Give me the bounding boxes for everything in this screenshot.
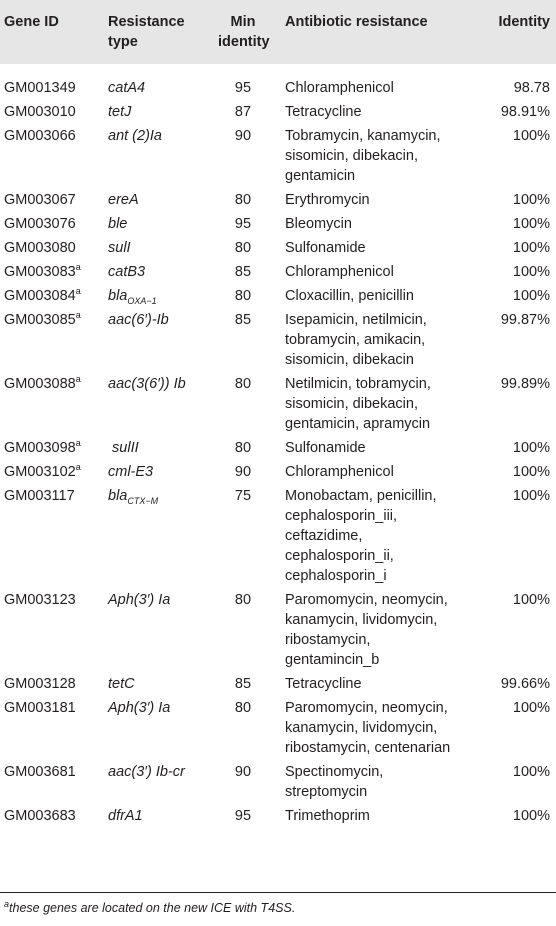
antibiotic-resistance-cell [285, 462, 485, 482]
min-identity-cell: 90 [234, 464, 252, 480]
resistance-type-text: bla [108, 488, 128, 504]
antibiotic-resistance-cell [285, 486, 485, 586]
antibiotic-line: Chloramphenicol [285, 80, 394, 96]
antibiotic-resistance-cell [285, 698, 485, 758]
resistance-type-cell [108, 590, 170, 610]
min-identity-cell: 80 [234, 288, 252, 304]
resistance-type-cell [108, 698, 170, 718]
identity-cell: 100% [512, 288, 550, 304]
resistance-type-text: ble [108, 216, 128, 232]
gene-id-cell [4, 310, 81, 330]
gene-id-cell [4, 590, 76, 610]
identity-cell: 100% [512, 464, 550, 480]
resistance-type-text: tetC [108, 676, 135, 692]
identity-cell: 99.66% [500, 676, 550, 692]
footnote-text: these genes are located on the new ICE with T4SS. [9, 901, 296, 915]
antibiotic-line: Monobactam, penicillin, [285, 488, 437, 504]
resistance-type-cell [108, 262, 145, 282]
footnote-marker: a [75, 286, 81, 297]
resistance-type-cell [108, 806, 143, 826]
antibiotic-resistance-cell [285, 214, 485, 234]
identity-cell: 100% [512, 128, 550, 144]
resistance-type-text: ereA [108, 192, 139, 208]
identity-cell: 98.91% [500, 104, 550, 120]
antibiotic-line: gentamicin, apramycin [285, 416, 431, 432]
gene-id-text: GM003128 [4, 676, 76, 692]
resistance-type-text: catB3 [108, 264, 146, 280]
gene-id-text: GM003067 [4, 192, 76, 208]
resistance-type-text: ant (2)Ia [108, 128, 162, 144]
antibiotic-line: Erythromycin [285, 192, 370, 208]
resistance-type-text: aac(3′) Ib-cr [108, 764, 185, 780]
resistance-type-cell [108, 762, 185, 782]
antibiotic-resistance-cell [285, 78, 485, 98]
header-resistance-type [108, 12, 185, 52]
gene-id-text: GM001349 [4, 80, 76, 96]
gene-id-text: GM003076 [4, 216, 76, 232]
antibiotic-line: Isepamicin, netilmicin, [285, 312, 427, 328]
antibiotic-line: Tobramycin, kanamycin, [285, 128, 441, 144]
antibiotic-line: gentamincin_b [285, 652, 380, 668]
min-identity-cell: 80 [234, 192, 252, 208]
footnote-marker: a [75, 262, 81, 273]
table-header [0, 0, 556, 64]
resistance-type-text: Aph(3′) Ia [108, 700, 171, 716]
antibiotic-line: sisomicin, dibekacin [285, 352, 414, 368]
identity-cell: 100% [512, 700, 550, 716]
header-min-identity-line1: Min [230, 14, 256, 30]
antibiotic-line: Tetracycline [285, 104, 362, 120]
antibiotic-line: ceftazidime, [285, 528, 363, 544]
gene-id-text: GM003181 [4, 700, 76, 716]
antibiotic-resistance-cell [285, 262, 485, 282]
identity-cell: 100% [512, 592, 550, 608]
gene-id-cell [4, 806, 76, 826]
identity-cell: 100% [512, 192, 550, 208]
footnote-marker: a [75, 438, 81, 449]
header-min-identity-line2: identity [218, 34, 270, 50]
identity-cell: 100% [512, 764, 550, 780]
resistance-type-cell [108, 310, 169, 330]
gene-id-cell [4, 762, 76, 782]
header-identity: Identity [498, 14, 550, 30]
resistance-type-cell [108, 674, 135, 694]
resistance-type-cell [108, 238, 131, 258]
gene-id-text: GM003102 [4, 464, 76, 480]
resistance-type-subscript: CTX−M [127, 495, 159, 506]
antibiotic-resistance-cell [285, 590, 485, 670]
antibiotic-line: ribostamycin, [285, 632, 371, 648]
antibiotic-line: Paromomycin, neomycin, [285, 592, 448, 608]
antibiotic-resistance-cell [285, 238, 485, 258]
resistance-type-cell [108, 286, 157, 306]
gene-id-text: GM003681 [4, 764, 76, 780]
gene-id-cell [4, 102, 76, 122]
gene-id-text: GM003683 [4, 808, 76, 824]
antibiotic-line: Paromomycin, neomycin, [285, 700, 448, 716]
resistance-type-text: sulII [108, 440, 139, 456]
antibiotic-line: streptomycin [285, 784, 368, 800]
resistance-type-text: tetJ [108, 104, 132, 120]
gene-id-cell [4, 374, 81, 394]
resistance-type-cell [108, 102, 131, 122]
footnote-marker: a [4, 898, 10, 909]
gene-id-text: GM003083 [4, 264, 76, 280]
antibiotic-resistance-cell [285, 806, 485, 826]
antibiotic-line: Netilmicin, tobramycin, [285, 376, 431, 392]
gene-id-text: GM003066 [4, 128, 76, 144]
min-identity-cell: 87 [234, 104, 252, 120]
resistance-type-text: dfrA1 [108, 808, 143, 824]
resistance-type-text: cml-E3 [108, 464, 154, 480]
identity-cell: 100% [512, 240, 550, 256]
identity-cell: 99.87% [500, 312, 550, 328]
antibiotic-line: cephalosporin_ii, [285, 548, 394, 564]
min-identity-cell: 85 [234, 676, 252, 692]
header-resistance-type-line1: Resistance [108, 14, 185, 30]
gene-id-cell [4, 262, 81, 282]
resistance-type-text: Aph(3′) Ia [108, 592, 171, 608]
min-identity-cell: 80 [234, 240, 252, 256]
gene-id-text: GM003085 [4, 312, 76, 328]
gene-id-cell [4, 78, 76, 98]
header-min-identity [218, 12, 268, 52]
resistance-type-text: sulI [108, 240, 131, 256]
resistance-type-cell [108, 126, 162, 146]
gene-id-cell [4, 674, 76, 694]
footnote-marker: a [75, 462, 81, 473]
min-identity-cell: 95 [234, 808, 252, 824]
gene-id-text: GM003010 [4, 104, 76, 120]
antibiotic-line: sisomicin, dibekacin, [285, 396, 418, 412]
antibiotic-resistance-cell [285, 374, 485, 434]
footnote-marker: a [75, 310, 81, 321]
antibiotic-line: kanamycin, lividomycin, [285, 720, 438, 736]
resistance-type-cell [108, 486, 158, 506]
gene-id-cell [4, 698, 76, 718]
header-gene-id: Gene ID [4, 14, 59, 30]
resistance-type-cell [108, 190, 139, 210]
min-identity-cell: 85 [234, 264, 252, 280]
antibiotic-line: Chloramphenicol [285, 264, 394, 280]
gene-id-text: GM003084 [4, 288, 76, 304]
min-identity-cell: 90 [234, 128, 252, 144]
antibiotic-line: ribostamycin, centenarian [285, 740, 451, 756]
antibiotic-line: tobramycin, amikacin, [285, 332, 426, 348]
resistance-type-subscript: OXA−1 [127, 295, 157, 306]
identity-cell: 100% [512, 216, 550, 232]
antibiotic-resistance-cell [285, 102, 485, 122]
resistance-type-text: aac(3(6′)) Ib [108, 376, 186, 392]
antibiotic-line: Bleomycin [285, 216, 352, 232]
antibiotic-resistance-cell [285, 286, 485, 306]
min-identity-cell: 80 [234, 700, 252, 716]
gene-id-cell [4, 486, 75, 506]
gene-id-cell [4, 286, 81, 306]
identity-cell: 98.78 [513, 80, 550, 96]
resistance-type-cell [108, 438, 139, 458]
identity-cell: 100% [512, 440, 550, 456]
header-resistance-type-line2: type [108, 34, 138, 50]
gene-id-text: GM003098 [4, 440, 76, 456]
gene-id-cell [4, 238, 76, 258]
gene-id-cell [4, 438, 81, 458]
resistance-type-text: bla [108, 288, 128, 304]
gene-id-cell [4, 190, 76, 210]
gene-id-text: GM003088 [4, 376, 76, 392]
resistance-type-cell [108, 462, 153, 482]
table-footnote [4, 900, 295, 916]
min-identity-cell: 80 [234, 376, 252, 392]
header-antibiotic-resistance: Antibiotic resistance [285, 14, 428, 30]
antibiotic-line: gentamicin [285, 168, 356, 184]
gene-id-text: GM003080 [4, 240, 76, 256]
identity-cell: 99.89% [500, 376, 550, 392]
antibiotic-resistance-cell [285, 674, 485, 694]
antibiotic-line: sisomicin, dibekacin, [285, 148, 418, 164]
resistance-type-cell [108, 78, 145, 98]
antibiotic-line: Chloramphenicol [285, 464, 394, 480]
antibiotic-line: Cloxacillin, penicillin [285, 288, 414, 304]
gene-id-text: GM003117 [4, 488, 75, 504]
antibiotic-line: cephalosporin_i [285, 568, 387, 584]
min-identity-cell: 95 [234, 80, 252, 96]
resistance-type-cell [108, 214, 127, 234]
antibiotic-line: Spectinomycin, [285, 764, 384, 780]
antibiotic-resistance-cell [285, 126, 485, 186]
gene-id-cell [4, 462, 81, 482]
min-identity-cell: 85 [234, 312, 252, 328]
min-identity-cell: 75 [234, 488, 252, 504]
antibiotic-resistance-cell [285, 310, 485, 370]
antibiotic-line: Tetracycline [285, 676, 362, 692]
table-bottom-rule [0, 892, 556, 893]
min-identity-cell: 95 [234, 216, 252, 232]
identity-cell: 100% [512, 808, 550, 824]
gene-id-text: GM003123 [4, 592, 76, 608]
identity-cell: 100% [512, 488, 550, 504]
min-identity-cell: 80 [234, 592, 252, 608]
antibiotic-resistance-cell [285, 438, 485, 458]
antibiotic-line: kanamycin, lividomycin, [285, 612, 438, 628]
resistance-type-text: aac(6′)-Ib [108, 312, 169, 328]
identity-cell: 100% [512, 264, 550, 280]
antibiotic-line: Sulfonamide [285, 440, 366, 456]
gene-id-cell [4, 126, 76, 146]
antibiotic-line: Trimethoprim [285, 808, 370, 824]
antibiotic-resistance-cell [285, 762, 485, 802]
min-identity-cell: 80 [234, 440, 252, 456]
min-identity-cell: 90 [234, 764, 252, 780]
resistance-type-text: catA4 [108, 80, 146, 96]
antibiotic-line: Sulfonamide [285, 240, 366, 256]
gene-id-cell [4, 214, 76, 234]
antibiotic-resistance-cell [285, 190, 485, 210]
resistance-type-cell [108, 374, 186, 394]
footnote-marker: a [75, 374, 81, 385]
antibiotic-line: cephalosporin_iii, [285, 508, 398, 524]
